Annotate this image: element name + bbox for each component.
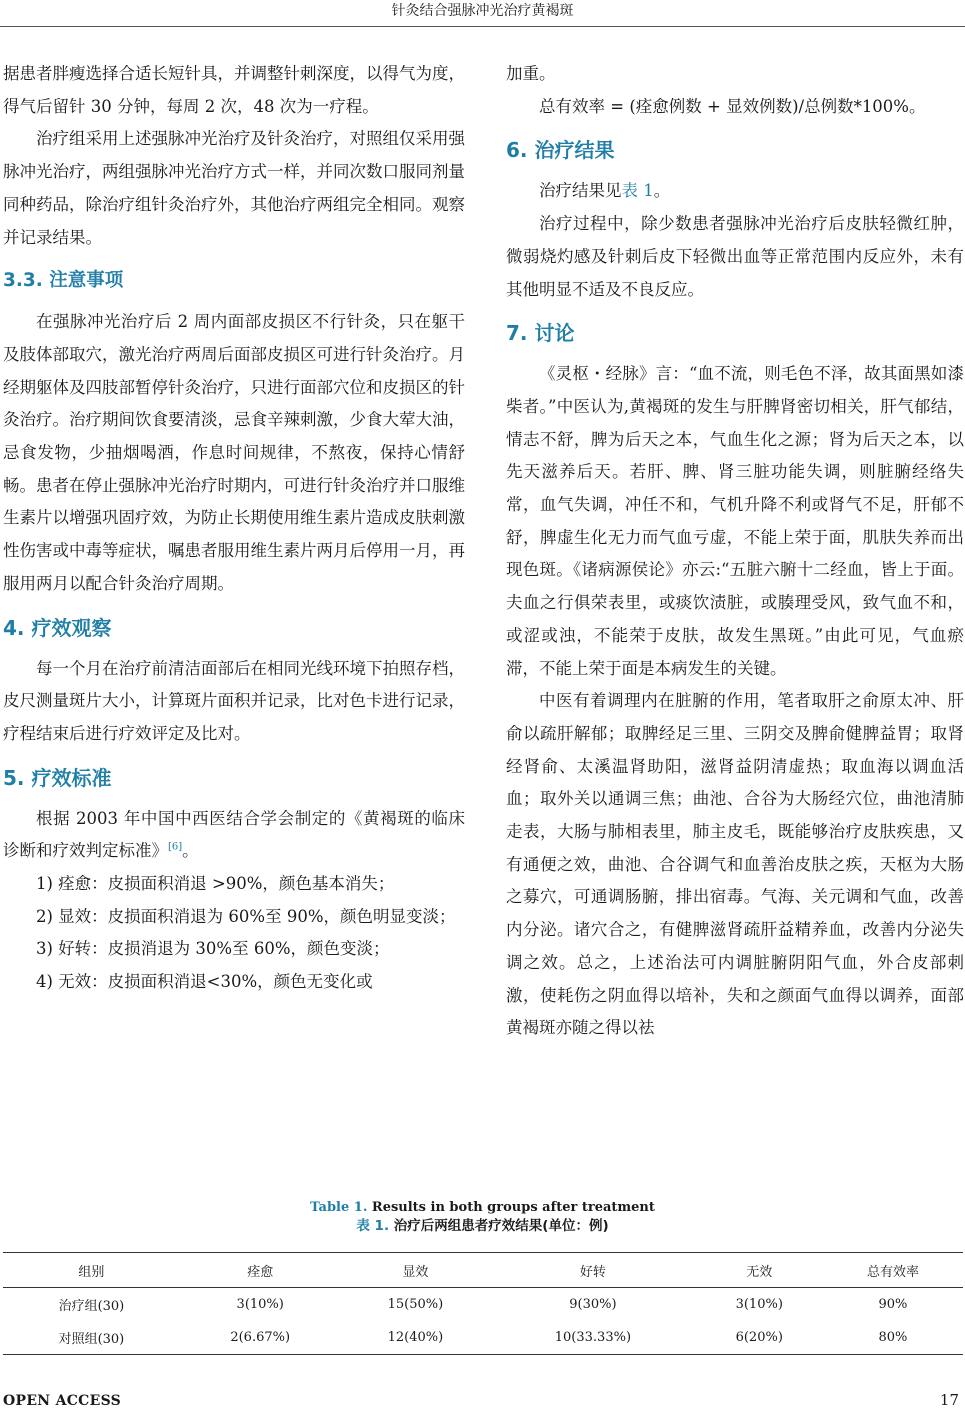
paragraph: 中医有着调理内在脏腑的作用，笔者取肝之俞原太冲、肝俞以疏肝解郁；取脾经足三里、三阴交及脾俞健脾益胃；取肾经肾俞、太溪温肾助阳，滋肾益阴清虚热；取血海以调血活血；取外关以通调三焦；曲池、合谷为大肠经穴位，曲池清肺走表，大肠与肺相表里，肺主皮毛，既能够治疗皮肤疾患，又有通便之效，曲池、合谷调气和血善治皮肤之疾，天枢为大肠之募穴，可通调肠腑，排出宿毒。气海、关元调和气血，改善内分泌。诸穴合之，有健脾滋肾疏肝益精养血，改善内分泌失调之效。总之，上述治法可内调脏腑阴阳气血，外合皮部刺激，使耗伤之阴血得以培补，失和之颜面气血得以调养，面部黄褐斑亦随之得以祛	[506, 691, 964, 1038]
table-cell: 10(33.33%)	[554, 1330, 632, 1345]
paragraph	[506, 175, 964, 208]
caption-text: 治疗后两组患者疗效结果(单位：例)	[389, 1218, 609, 1234]
criteria-item: 2) 显效：皮损面积消退为 60%至 90%，颜色明显变淡；	[36, 906, 456, 926]
formula: 总有效率 = (痊愈例数 + 显效例数)/总例数*100%。	[539, 96, 926, 116]
citation-link[interactable]: [6]	[168, 841, 183, 853]
table-cell: 90%	[878, 1297, 908, 1312]
column-header: 显效	[402, 1264, 429, 1280]
table-cell: 3(10%)	[236, 1297, 284, 1312]
paragraph: 《灵枢・经脉》言：“血不流，则毛色不泽，故其面黑如漆柴者。”中医认为,黄褐斑的发生与肝脾肾密切相关，肝气郁结，情志不舒，脾为后天之本，气血生化之源；肾为后天之本，以先天滋养后天。若肝、脾、肾三脏功能失调，则脏腑经络失常，血气失调，冲任不和，气机升降不利或肾气不足，肝郁不舒，脾虚生化无力而气血亏虚，不能上荣于面，肌肤失养而出现色斑。《诸病源侯论》亦云:“五脏六腑十二经血，皆上于面。夫血之行俱荣表里，或痰饮渍脏，或腠理受风，致气血不和，或涩或浊，不能荣于皮肤，故发生黑斑。”由此可见，气血瘀滞，不能上荣于面是本病发生的关键。	[506, 364, 964, 678]
criteria-item: 4) 无效：皮损面积消退<30%，颜色无变化或	[36, 972, 373, 992]
table-cell: 80%	[878, 1330, 908, 1345]
criteria-item: 1) 痊愈：皮损面积消退 >90%，颜色基本消失；	[36, 874, 395, 894]
column-header: 好转	[579, 1264, 606, 1280]
table-cell: 15(50%)	[387, 1297, 444, 1312]
caption-label: Table 1.	[310, 1200, 368, 1215]
table-cell: 12(40%)	[387, 1330, 444, 1345]
paragraph: 在强脉冲光治疗后 2 周内面部皮损区不行针灸，只在躯干及肢体部取穴，激光治疗两周后面部皮损区可进行针灸治疗。月经期躯体及四肢部暂停针灸治疗，只进行面部穴位和皮损区的针灸治疗。治疗期间饮食要清淡，忌食辛辣刺激，少食大荤大油，忌食发物，少抽烟喝酒，作息时间规律，不熬夜，保持心情舒畅。患者在停止强脉冲光治疗时期内，可进行针灸治疗并口服维生素片以增强巩固疗效，为防止长期使用维生素片造成皮肤刺激性伤害或中毒等症状，嘱患者服用维生素片两月后停用一月，再服用两月以配合针灸治疗周期。	[3, 312, 465, 593]
paragraph	[3, 803, 465, 868]
section-heading-7: 7. 讨论	[506, 321, 575, 346]
paragraph: 每一个月在治疗前清洁面部后在相同光线环境下拍照存档，皮尺测量斑片大小，计算斑片面积并记录，比对色卡进行记录，疗程结束后进行疗效评定及比对。	[3, 658, 465, 743]
paragraph-text: 。	[653, 181, 671, 201]
table-cell: 治疗组(30)	[58, 1299, 125, 1314]
caption-zh	[0, 1217, 965, 1236]
paragraph: 据患者胖瘦选择合适长短针具，并调整针刺深度，以得气为度，得气后留针 30 分钟，每周 2 次，48 次为一疗程。	[3, 64, 465, 116]
open-access-label: OPEN ACCESS	[3, 1393, 122, 1409]
running-header: 针灸结合强脉冲光治疗黄褐斑	[0, 0, 965, 27]
table-link[interactable]: 表 1	[621, 181, 654, 201]
paragraph-text: 根据 2003 年中国中西医结合学会制定的《黄褐斑的临床诊断和疗效判定标准》	[3, 808, 465, 861]
paragraph: 治疗过程中，除少数患者强脉冲光治疗后皮肤轻微红肿，微弱烧灼感及针刺后皮下轻微出血等正常范围内反应外，未有其他明显不适及不良反应。	[506, 214, 964, 299]
section-heading-4: 4. 疗效观察	[3, 615, 112, 640]
paragraph: 加重。	[506, 64, 556, 83]
caption-label: 表 1.	[356, 1218, 390, 1234]
table-cell: 6(20%)	[735, 1330, 783, 1345]
paragraph: 治疗组采用上述强脉冲光治疗及针灸治疗，对照组仅采用强脉冲光治疗，两组强脉冲光治疗方式一样，并同次数口服同剂量同种药品，除治疗组针灸治疗外，其他治疗两组完全相同。观察并记录结果。	[3, 129, 465, 247]
column-header: 无效	[746, 1264, 773, 1280]
table-caption	[0, 1198, 965, 1236]
section-heading-5: 5. 疗效标准	[3, 765, 112, 790]
column-header: 总有效率	[866, 1264, 919, 1280]
table-header-row	[3, 1253, 963, 1288]
section-heading-3-3: 3.3. 注意事项	[3, 270, 124, 292]
criteria-item: 3) 好转：皮损消退为 30%至 60%，颜色变淡；	[36, 939, 390, 959]
left-column	[3, 58, 465, 999]
table-row	[3, 1321, 963, 1355]
page-number: 17	[939, 1391, 959, 1409]
results-table	[3, 1252, 963, 1355]
right-column	[506, 58, 964, 1045]
section-heading-6: 6. 治疗结果	[506, 138, 615, 163]
paragraph-text: 治疗结果见	[539, 181, 622, 201]
paragraph-text: 。	[182, 841, 199, 861]
table-row	[3, 1288, 963, 1322]
table-cell: 9(30%)	[569, 1297, 617, 1312]
table-cell: 2(6.67%)	[230, 1330, 291, 1345]
table-cell: 3(10%)	[735, 1297, 783, 1312]
column-header: 痊愈	[247, 1264, 274, 1280]
column-header: 组别	[78, 1264, 105, 1280]
table-cell: 对照组(30)	[58, 1332, 125, 1347]
caption-en	[0, 1198, 965, 1217]
caption-text: Results in both groups after treatment	[367, 1200, 655, 1215]
